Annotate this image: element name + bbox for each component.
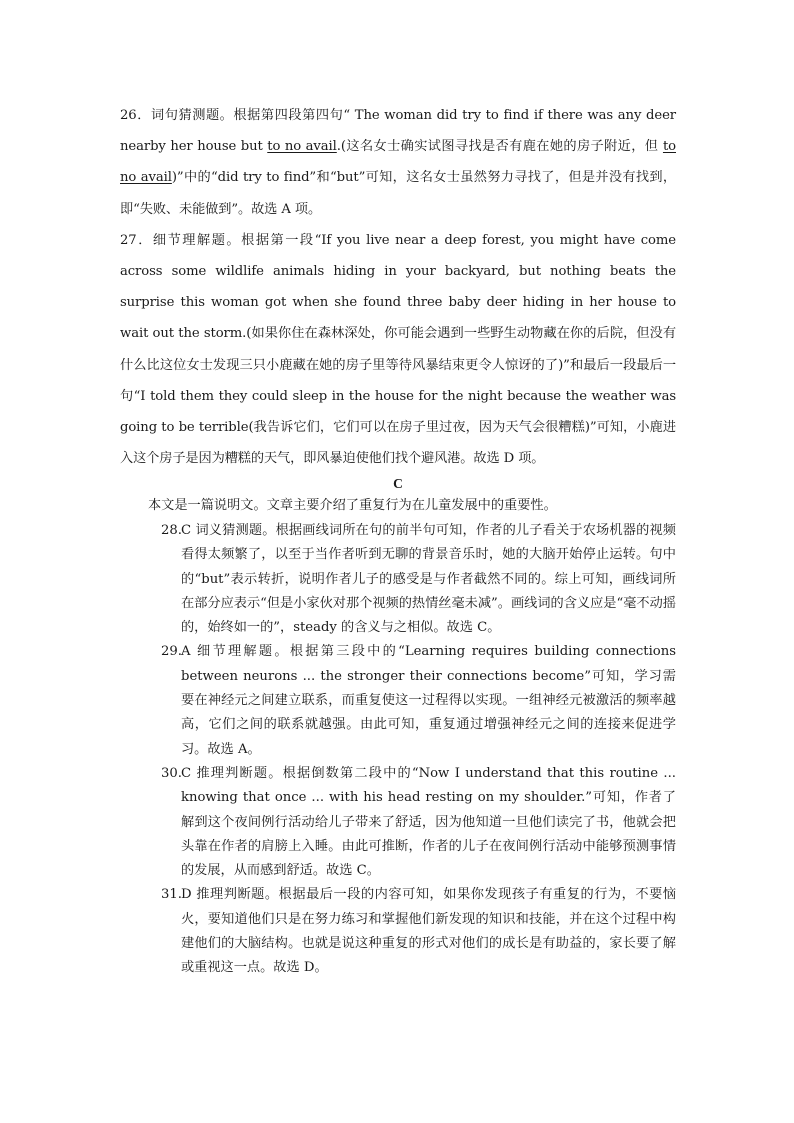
answer-number: 31.	[161, 887, 182, 903]
answer-item	[161, 519, 676, 640]
answer-number: 28.	[161, 523, 182, 538]
answer-item	[161, 883, 676, 980]
answer-text: D 推理判断题。根据最后一段的内容可知，如果你发现孩子有重复的行为，不要恼火，要知道他们只是在努力练习和掌握他们新发现的知识和技能，并在这个过程中构建他们的大脑结构。也就是说这种重复的形式对他们的成长是有助益的，家长要了解或重视这一点。故选 D。	[181, 887, 676, 976]
answer-26-part1: 26．词句猜测题。根据第四段第四句“ The woman did try to find if there was any deer nearby her house but	[120, 108, 676, 155]
answer-item	[161, 762, 676, 883]
answer-number: 30.	[161, 765, 182, 781]
underlined-phrase: to no avail	[120, 139, 676, 186]
answer-26-part2: .(这名女士确实试图寻找是否有鹿在她的房子附近，但	[336, 139, 663, 155]
section-intro: 本文是一篇说明文。文章主要介绍了重复行为在儿童发展中的重要性。	[148, 498, 557, 513]
answer-text: A 细节理解题。根据第三段中的“Learning requires building connections between neurons ... the stronger their connections become”可知，学习需要在神经元之间建立联系，而重复使这一过程得以实现。一组神经元被激活的频率越高，它们之间的联系就越强。由此可知，重复通过增强神经元之间的连接来促进学习。故选 A。	[181, 644, 676, 757]
section-heading: C	[393, 476, 403, 491]
answer-number: 29.	[161, 644, 182, 660]
answer-item	[161, 640, 676, 761]
underlined-phrase: to no avail	[267, 139, 337, 155]
answer-text: C 推理判断题。根据倒数第二段中的“Now I understand that this routine ... knowing that once ... with his head resting on my shoulder.”可知，作者了解到这个夜间例行活动给儿子带来了舒适，因为他知道一旦他们读完了书，他就会把头靠在作者的肩膀上入睡。由此可推断，作者的儿子在夜间例行活动中能够预测事情的发展，从而感到舒适。故选 C。	[181, 765, 676, 879]
answer-26-part3: )”中的“did try to find”和“but”可知，这名女士虽然努力寻找了，但是并没有找到，即“失败、未能做到”。故选 A 项。	[120, 170, 677, 217]
answer-26	[120, 100, 676, 225]
answer-text: C 词义猜测题。根据画线词所在句的前半句可知，作者的儿子看关于农场机器的视频看得太频繁了，以至于当作者听到无聊的背景音乐时，她的大脑开始停止运转。句中的“but”表示转折，说明作者儿子的感受是与作者截然不同的。综上可知，画线词所在部分应表示“但是小家伙对那个视频的热情丝毫未减”。画线词的含义应是“毫不动摇的，始终如一的”，steady 的含义与之相似。故选 C。	[181, 523, 676, 636]
answer-list	[161, 519, 676, 981]
answer-27: 27．细节理解题。根据第一段“If you live near a deep forest, you might have come across some wildlife animals hiding in your backyard, but nothing beats the surprise this woman got when she found three baby deer hiding in her house to wait out the storm.(如果你住在森林深处，你可能会遇到一些野生动物藏在你的后院，但没有什么比这位女士发现三只小鹿藏在她的房子里等待风暴结束更令人惊讶的了)”和最后一段最后一句“I told them they could sleep in the house for the night because the weather was going to be terrible(我告诉它们，它们可以在房子里过夜，因为天气会很糟糕)”可知，小鹿进入这个房子是因为糟糕的天气，即风暴迫使他们找个避风港。故选 D 项。	[120, 232, 676, 467]
answers-26-27	[120, 100, 676, 474]
